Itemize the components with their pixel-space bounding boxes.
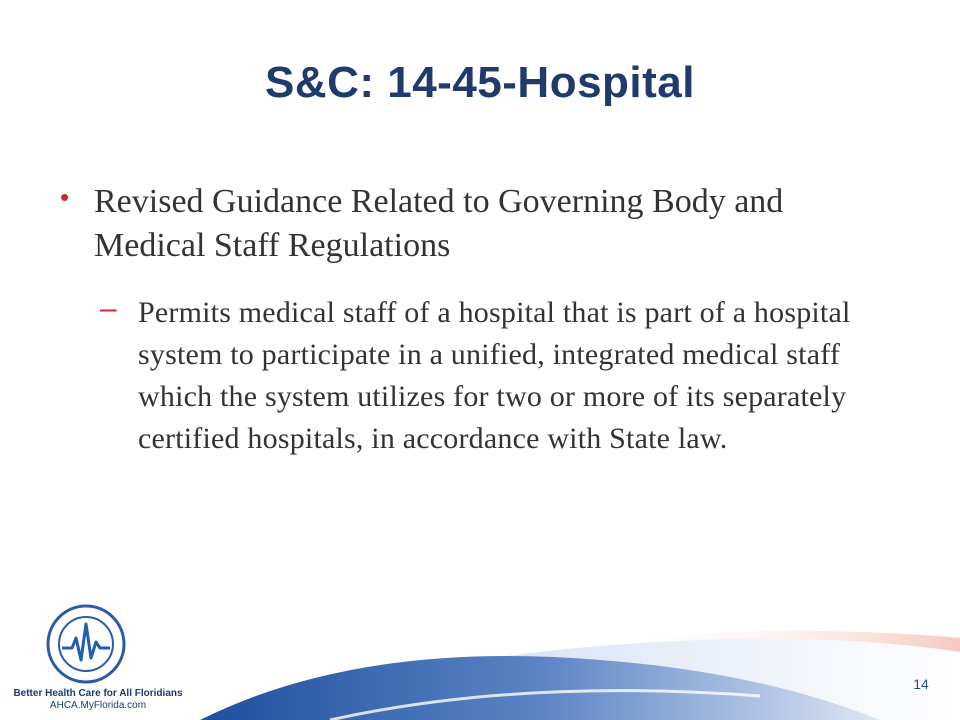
ahca-logo (46, 604, 126, 684)
slide-title: S&C: 14-45-Hospital (264, 58, 696, 107)
sub-bullet-text: Permits medical staff of a hospital that is part of a hospital system to participate in a unified, integrated medical staff which the system utilizes for two or more of its separately certified hospitals, in accordance with State law. (138, 296, 851, 455)
page-number: 14 (913, 676, 929, 692)
bullet-level1 (60, 180, 900, 268)
tagline-text: Better Health Care for All Floridians (13, 688, 183, 699)
footer-url: AHCA.MyFlorida.com (49, 700, 147, 711)
bullet-text: Revised Guidance Related to Governing Body and Medical Staff Regulations (94, 183, 784, 264)
footer-tagline (8, 688, 188, 712)
bullet-marker: • (60, 182, 70, 212)
bullet-level2 (100, 292, 910, 460)
sub-bullet-marker: – (100, 292, 117, 325)
